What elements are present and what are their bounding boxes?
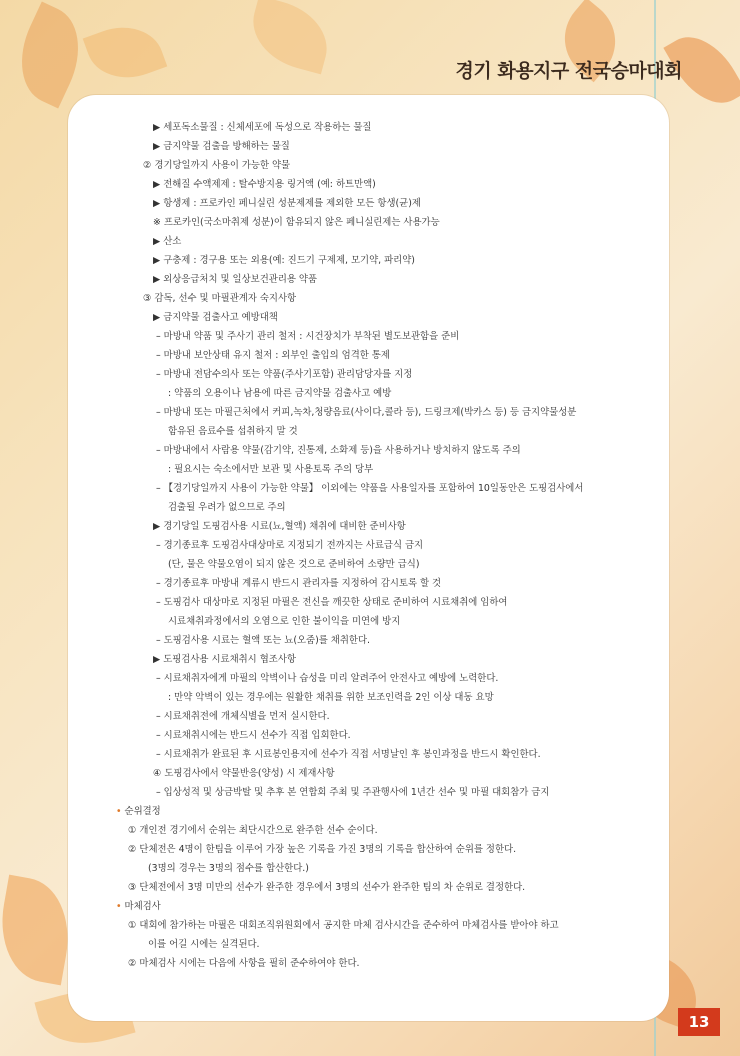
- text-line: ▶ 경기당일 도핑검사용 시료(뇨,혈액) 채취에 대비한 준비사항: [153, 521, 406, 532]
- text-line: ② 경기당일까지 사용이 가능한 약물: [143, 160, 291, 171]
- content-card: [68, 95, 669, 1021]
- text-line: – 마방내 보안상태 유지 철저 : 외부인 출입의 엄격한 통제: [156, 350, 390, 361]
- text-line: ▶ 금지약물 검출사고 예방대책: [153, 312, 278, 323]
- text-line: : 만약 악벽이 있는 경우에는 원활한 채취를 위한 보조인력을 2인 이상 대동 요망: [168, 692, 494, 703]
- text-line: ② 마체검사 시에는 다음에 사항을 필히 준수하여야 한다.: [128, 958, 360, 969]
- text-line: – 경기종료후 마방내 계류시 반드시 관리자를 지정하여 감시토록 할 것: [156, 578, 442, 589]
- section-heading: [116, 806, 161, 818]
- text-line: (3명의 경우는 3명의 점수를 합산한다.): [148, 863, 309, 874]
- background-leaf: [83, 15, 168, 91]
- text-line: – 시료채취가 완료된 후 시료봉인용지에 선수가 직접 서명날인 후 봉인과정을 반드시 확인한다.: [156, 749, 541, 760]
- background-leaf: [244, 0, 337, 74]
- text-line: 검출될 우려가 없으므로 주의: [168, 502, 286, 513]
- text-line: ▶ 도핑검사용 시료채취시 협조사항: [153, 654, 296, 665]
- text-line: – 경기종료후 도핑검사대상마로 지정되기 전까지는 사료급식 금지: [156, 540, 424, 551]
- section-heading-label: 순위결정: [124, 806, 161, 817]
- text-line: – 마방내 전담수의사 또는 약품(주사기포함) 관리담당자를 지정: [156, 369, 413, 380]
- text-line: – 입상성적 및 상금박탈 및 추후 본 연합회 주최 및 주관행사에 1년간 선수 및 마필 대회참가 금지: [156, 787, 550, 798]
- text-line: ④ 도핑검사에서 약물반응(양성) 시 제재사항: [153, 768, 335, 779]
- text-line: ① 대회에 참가하는 마필은 대회조직위원회에서 공지한 마체 검사시간을 준수하여 마체검사를 받아야 하고: [128, 920, 559, 931]
- text-line: – 마방내 약품 및 주사기 관리 철저 : 시건장치가 부착된 별도보관함을 준비: [156, 331, 460, 342]
- text-line: 이를 어길 시에는 실격된다.: [148, 939, 260, 950]
- text-line: (단, 물은 약물오염이 되지 않은 것으로 준비하여 소량만 급식): [168, 559, 420, 570]
- text-line: – 시료채취자에게 마필의 악벽이나 습성을 미리 알려주어 안전사고 예방에 노력한다.: [156, 673, 499, 684]
- text-line: ▶ 구충제 : 경구용 또는 외용(예: 진드기 구제제, 모기약, 파리약): [153, 255, 415, 266]
- page-number-badge: 13: [678, 1008, 720, 1036]
- text-line: : 필요시는 숙소에서만 보관 및 사용토록 주의 당부: [168, 464, 374, 475]
- text-line: ※ 프로카인(국소마취제 성분)이 함유되지 않은 페니실린제는 사용가능: [153, 217, 440, 228]
- text-line: – 시료채취시에는 반드시 선수가 직접 입회한다.: [156, 730, 351, 741]
- section-heading-label: 마체검사: [124, 901, 161, 912]
- text-line: ▶ 금지약물 검출을 방해하는 물질: [153, 141, 290, 152]
- text-line: – 시료채취전에 개체식별을 먼저 실시한다.: [156, 711, 330, 722]
- text-line: : 약품의 오용이나 남용에 따른 금지약물 검출사고 예방: [168, 388, 392, 399]
- bullet-dot-icon: •: [116, 901, 122, 912]
- text-line: – 마방내에서 사람용 약물(감기약, 진통제, 소화제 등)을 사용하거나 방치하지 않도록 주의: [156, 445, 521, 456]
- text-line: ③ 단체전에서 3명 미만의 선수가 완주한 경우에서 3명의 선수가 완주한 팀의 차 순위로 결정한다.: [128, 882, 526, 893]
- text-line: – 도핑검사 대상마로 지정된 마필은 전신을 깨끗한 상태로 준비하여 시료채취에 임하여: [156, 597, 508, 608]
- text-line: ▶ 항생제 : 프로카인 페니실린 성분제제를 제외한 모든 항생(균)제: [153, 198, 421, 209]
- text-line: – 마방내 또는 마필근처에서 커피,녹차,청량음료(사이다,콜라 등), 드링크제(박카스 등) 등 금지약물성분: [156, 407, 577, 418]
- content-body: [68, 95, 669, 1021]
- text-line: ③ 감독, 선수 및 마필관계자 숙지사항: [143, 293, 297, 304]
- text-line: ▶ 산소: [153, 236, 182, 247]
- text-line: – 【경기당일까지 사용이 가능한 약물】 이외에는 약품을 사용일자를 포함하여 10일동안은 도핑검사에서: [156, 483, 584, 494]
- background-leaf: [4, 2, 96, 109]
- text-line: ② 단체전은 4명이 한팀을 이루어 가장 높은 기록을 가진 3명의 기록을 합산하여 순위를 정한다.: [128, 844, 517, 855]
- text-line: ① 개인전 경기에서 순위는 최단시간으로 완주한 선수 순이다.: [128, 825, 378, 836]
- background-leaf: [0, 875, 78, 986]
- text-line: ▶ 전해질 수액제제 : 탈수방지용 링거액 (예: 하트만액): [153, 179, 376, 190]
- page-title: 경기 화용지구 전국승마대회: [455, 60, 682, 82]
- section-heading: [116, 901, 161, 913]
- text-line: – 도핑검사용 시료는 혈액 또는 뇨(오줌)를 채취한다.: [156, 635, 370, 646]
- text-line: ▶ 외상응급처치 및 일상보건관리용 약품: [153, 274, 318, 285]
- bullet-dot-icon: •: [116, 806, 122, 817]
- text-line: 시료채취과정에서의 오염으로 인한 불이익을 미연에 방지: [168, 616, 401, 627]
- text-line: ▶ 세포독소물질 : 신체세포에 독성으로 작용하는 물질: [153, 122, 372, 133]
- text-line: 함유된 음료수를 섭취하지 말 것: [168, 426, 298, 437]
